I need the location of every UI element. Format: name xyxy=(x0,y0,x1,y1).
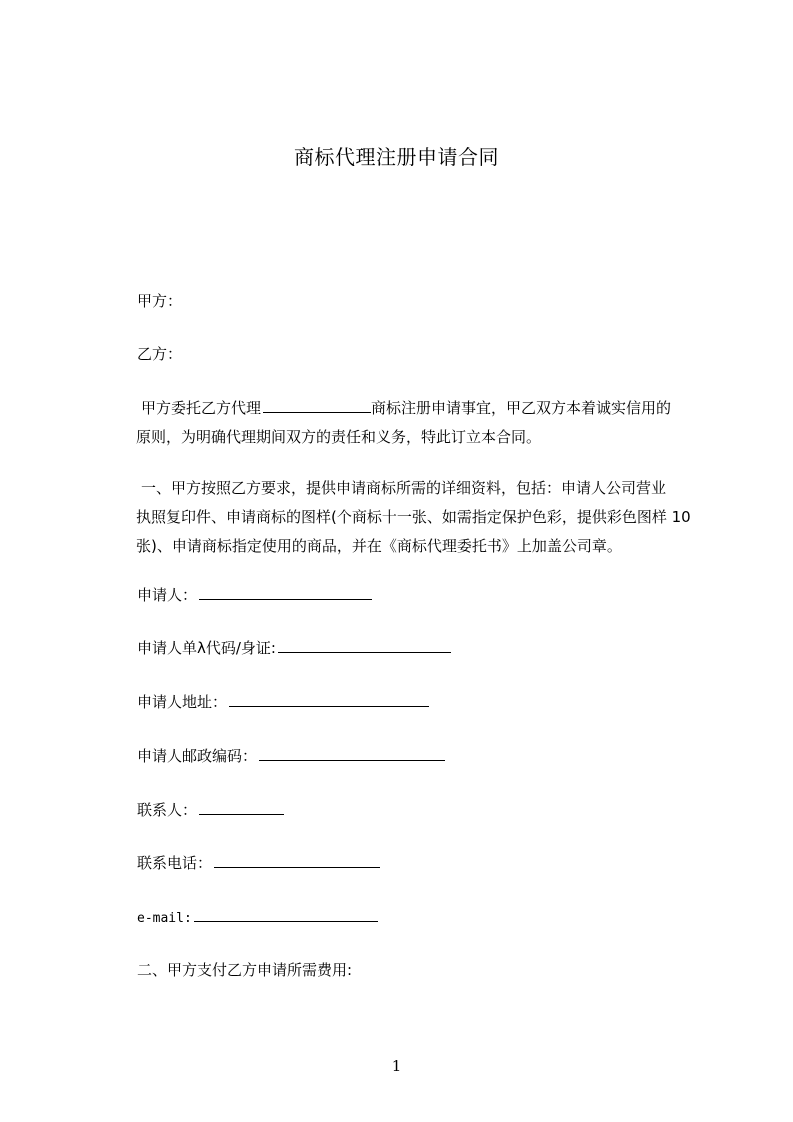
intro-paragraph xyxy=(137,394,697,452)
field-applicant-postcode-blank xyxy=(259,745,445,761)
agency-blank xyxy=(263,397,371,413)
field-applicant-address-label: 申请人地址： xyxy=(137,693,228,711)
field-email xyxy=(137,906,378,929)
intro-text-part2: 商标注册申请事宜，甲乙双方本着诚实信用的 xyxy=(371,399,672,417)
party-b-label: 乙方： xyxy=(137,345,183,363)
clause-1-line1: 一、甲方按照乙方要求，提供申请商标所需的详细资料，包括：申请人公司营业 xyxy=(141,479,667,497)
intro-text-line2: 原则，为明确代理期间双方的责任和义务，特此订立本合同。 xyxy=(136,428,542,446)
field-contact-label: 联系人： xyxy=(137,801,198,819)
field-email-blank xyxy=(194,906,378,922)
field-email-label: e-mail: xyxy=(137,911,192,926)
field-applicant-postcode xyxy=(137,745,445,766)
clause-2: 二、甲方支付乙方申请所需费用: xyxy=(137,961,353,979)
field-applicant xyxy=(137,584,372,605)
field-applicant-label: 申请人： xyxy=(137,586,198,604)
party-a-label: 甲方： xyxy=(137,292,183,310)
intro-text-part1: 甲方委托乙方代理 xyxy=(141,399,262,417)
document-title: 商标代理注册申请合同 xyxy=(294,145,499,169)
clause-1-line3: 张)、申请商标指定使用的商品，并在《商标代理委托书》上加盖公司章。 xyxy=(136,537,622,555)
page-number: 1 xyxy=(391,1057,402,1075)
field-phone xyxy=(137,852,380,873)
field-contact xyxy=(137,799,284,820)
field-applicant-postcode-label: 申请人邮政编码： xyxy=(137,747,258,765)
field-applicant-id xyxy=(137,637,451,658)
clause-1 xyxy=(137,474,697,561)
field-contact-blank xyxy=(199,799,284,815)
field-applicant-address-blank xyxy=(229,691,429,707)
field-applicant-id-blank xyxy=(278,637,451,653)
field-phone-label: 联系电话： xyxy=(137,854,213,872)
clause-1-line2: 执照复印件、申请商标的图样(个商标十一张、如需指定保护色彩，提供彩色图样 10 xyxy=(136,508,691,526)
field-applicant-address xyxy=(137,691,429,712)
field-applicant-id-label: 申请人单λ代码/身证: xyxy=(137,639,276,657)
field-applicant-blank xyxy=(199,584,372,600)
field-phone-blank xyxy=(214,852,380,868)
